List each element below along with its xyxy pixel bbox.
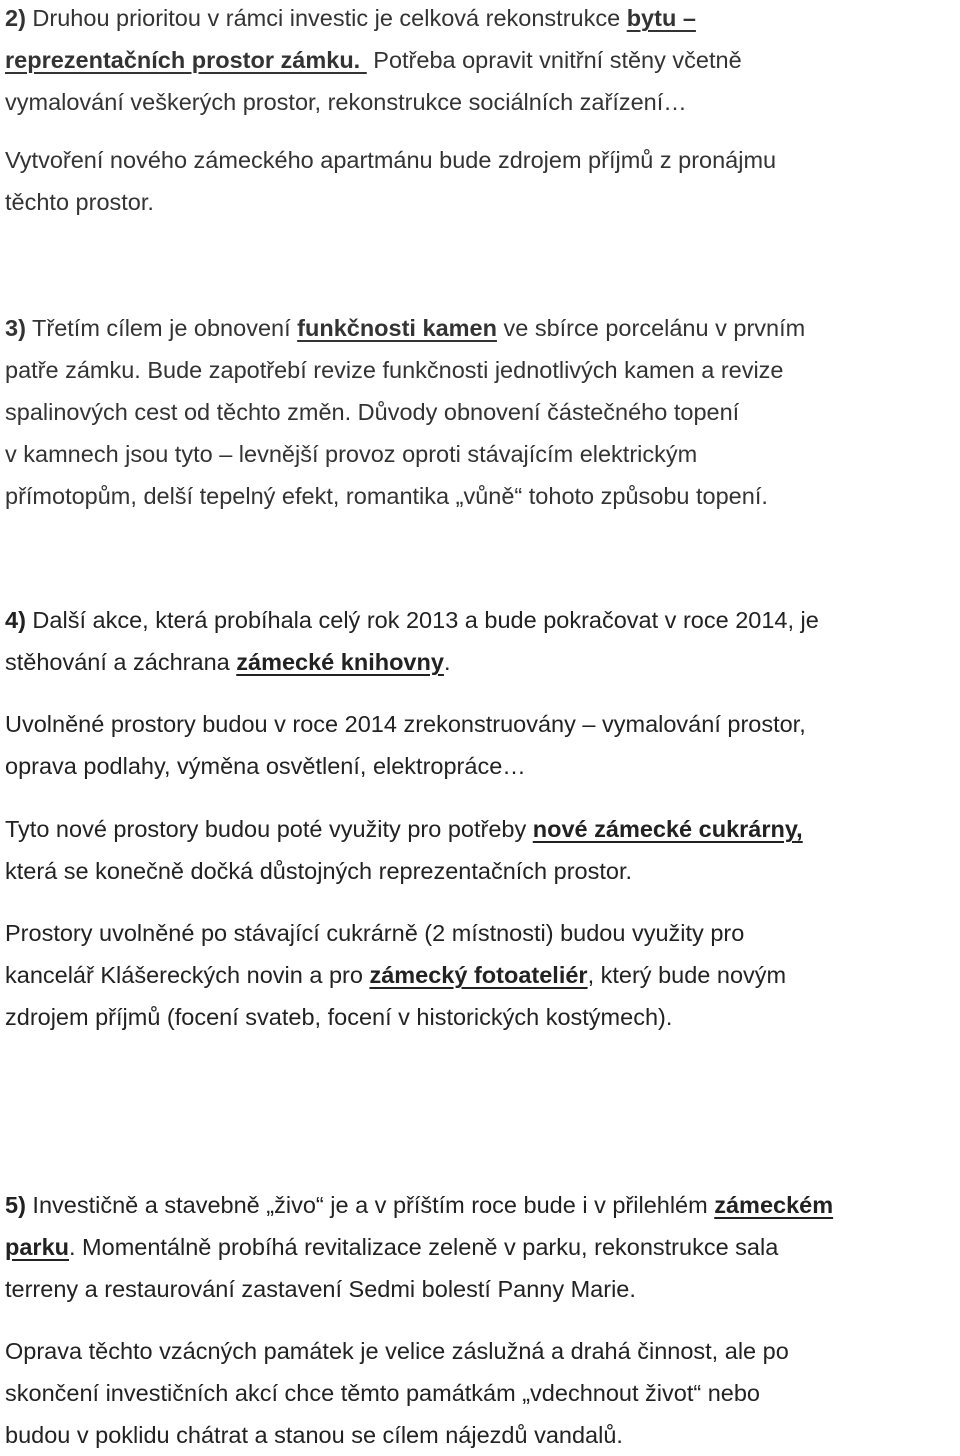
text-run: . Momentálně probíhá revitalizace zeleně v parku, rekonstrukce sala <box>69 1234 779 1260</box>
text-run: . <box>443 649 451 675</box>
emphasized-text: reprezentačních prostor zámku. <box>5 47 367 73</box>
text-line: která se konečně dočká důstojných reprezentačních prostor. <box>5 858 633 884</box>
text-run: Třetím cílem je obnovení <box>25 315 298 341</box>
paragraph-photo-studio <box>5 912 786 1038</box>
text-line <box>5 641 819 683</box>
item-number: 3) <box>5 315 26 341</box>
text-run: stěhování a záchrana <box>5 649 237 675</box>
text-line: přímotopům, delší tepelný efekt, romantika „vůně“ tohoto způsobu topení. <box>5 483 768 509</box>
text-run: Druhou prioritou v rámci investic je celková rekonstrukce <box>25 5 627 31</box>
text-line: patře zámku. Bude zapotřebí revize funkčnosti jednotlivých kamen a revize <box>5 357 784 383</box>
text-line <box>5 599 819 641</box>
text-line: Uvolněné prostory budou v roce 2014 zrekonstruovány – vymalování prostor, <box>5 711 806 737</box>
text-line <box>5 1184 833 1226</box>
item-number: 4) <box>5 607 26 633</box>
text-line <box>5 954 786 996</box>
text-line <box>5 1226 833 1268</box>
paragraph-confectionery <box>5 808 803 892</box>
emphasized-text: zámecké knihovny <box>236 649 444 675</box>
item-number: 5) <box>5 1192 26 1218</box>
text-line: skončení investičních akcí chce těmto památkám „vdechnout život“ nebo <box>5 1380 760 1406</box>
text-line: Prostory uvolněné po stávající cukrárně (2 místnosti) budou využity pro <box>5 920 745 946</box>
text-line: terreny a restaurování zastavení Sedmi bolestí Panny Marie. <box>5 1276 636 1302</box>
paragraph-priority-2 <box>5 0 742 123</box>
text-line: spalinových cest od těchto změn. Důvody obnovení částečného topení <box>5 399 740 425</box>
item-number: 2) <box>5 5 26 31</box>
text-run: Tyto nové prostory budou poté využity pro potřeby <box>5 816 533 842</box>
emphasized-text: bytu – <box>626 5 696 31</box>
text-line: v kamnech jsou tyto – levnější provoz oproti stávajícím elektrickým <box>5 441 698 467</box>
paragraph-priority-3 <box>5 307 805 517</box>
emphasized-text: zámeckém <box>714 1192 834 1218</box>
paragraph-monuments <box>5 1330 789 1456</box>
emphasized-text: parku <box>5 1234 69 1260</box>
text-line: oprava podlahy, výměna osvětlení, elektropráce… <box>5 753 526 779</box>
text-line: zdrojem příjmů (focení svateb, focení v historických kostýmech). <box>5 1004 673 1030</box>
text-line <box>5 39 742 81</box>
paragraph-priority-4 <box>5 599 819 683</box>
paragraph-priority-5 <box>5 1184 833 1310</box>
text-line: vymalování veškerých prostor, rekonstrukce sociálních zařízení… <box>5 89 687 115</box>
text-line <box>5 808 803 850</box>
text-line <box>5 307 805 349</box>
text-run: Potřeba opravit vnitřní stěny včetně <box>366 47 742 73</box>
text-line: Vytvoření nového zámeckého apartmánu bude zdrojem příjmů z pronájmu <box>5 147 777 173</box>
text-run: kancelář Klášereckých novin a pro <box>5 962 370 988</box>
text-line: Oprava těchto vzácných památek je velice záslužná a drahá činnost, ale po <box>5 1338 789 1364</box>
paragraph-apartment <box>5 139 776 223</box>
emphasized-text: nové zámecké cukrárny, <box>532 816 803 842</box>
paragraph-renovation <box>5 703 806 787</box>
text-line <box>5 0 742 39</box>
emphasized-text: funkčnosti kamen <box>297 315 497 341</box>
text-run: Investičně a stavebně „živo“ je a v příštím roce bude i v přilehlém <box>25 1192 715 1218</box>
text-run: , který bude novým <box>587 962 787 988</box>
emphasized-text: zámecký fotoateliér <box>369 962 588 988</box>
text-run: ve sbírce porcelánu v prvním <box>496 315 806 341</box>
text-run: Další akce, která probíhala celý rok 2013 a bude pokračovat v roce 2014, je <box>25 607 819 633</box>
text-line: těchto prostor. <box>5 189 154 215</box>
text-line: budou v poklidu chátrat a stanou se cílem nájezdů vandalů. <box>5 1422 623 1448</box>
